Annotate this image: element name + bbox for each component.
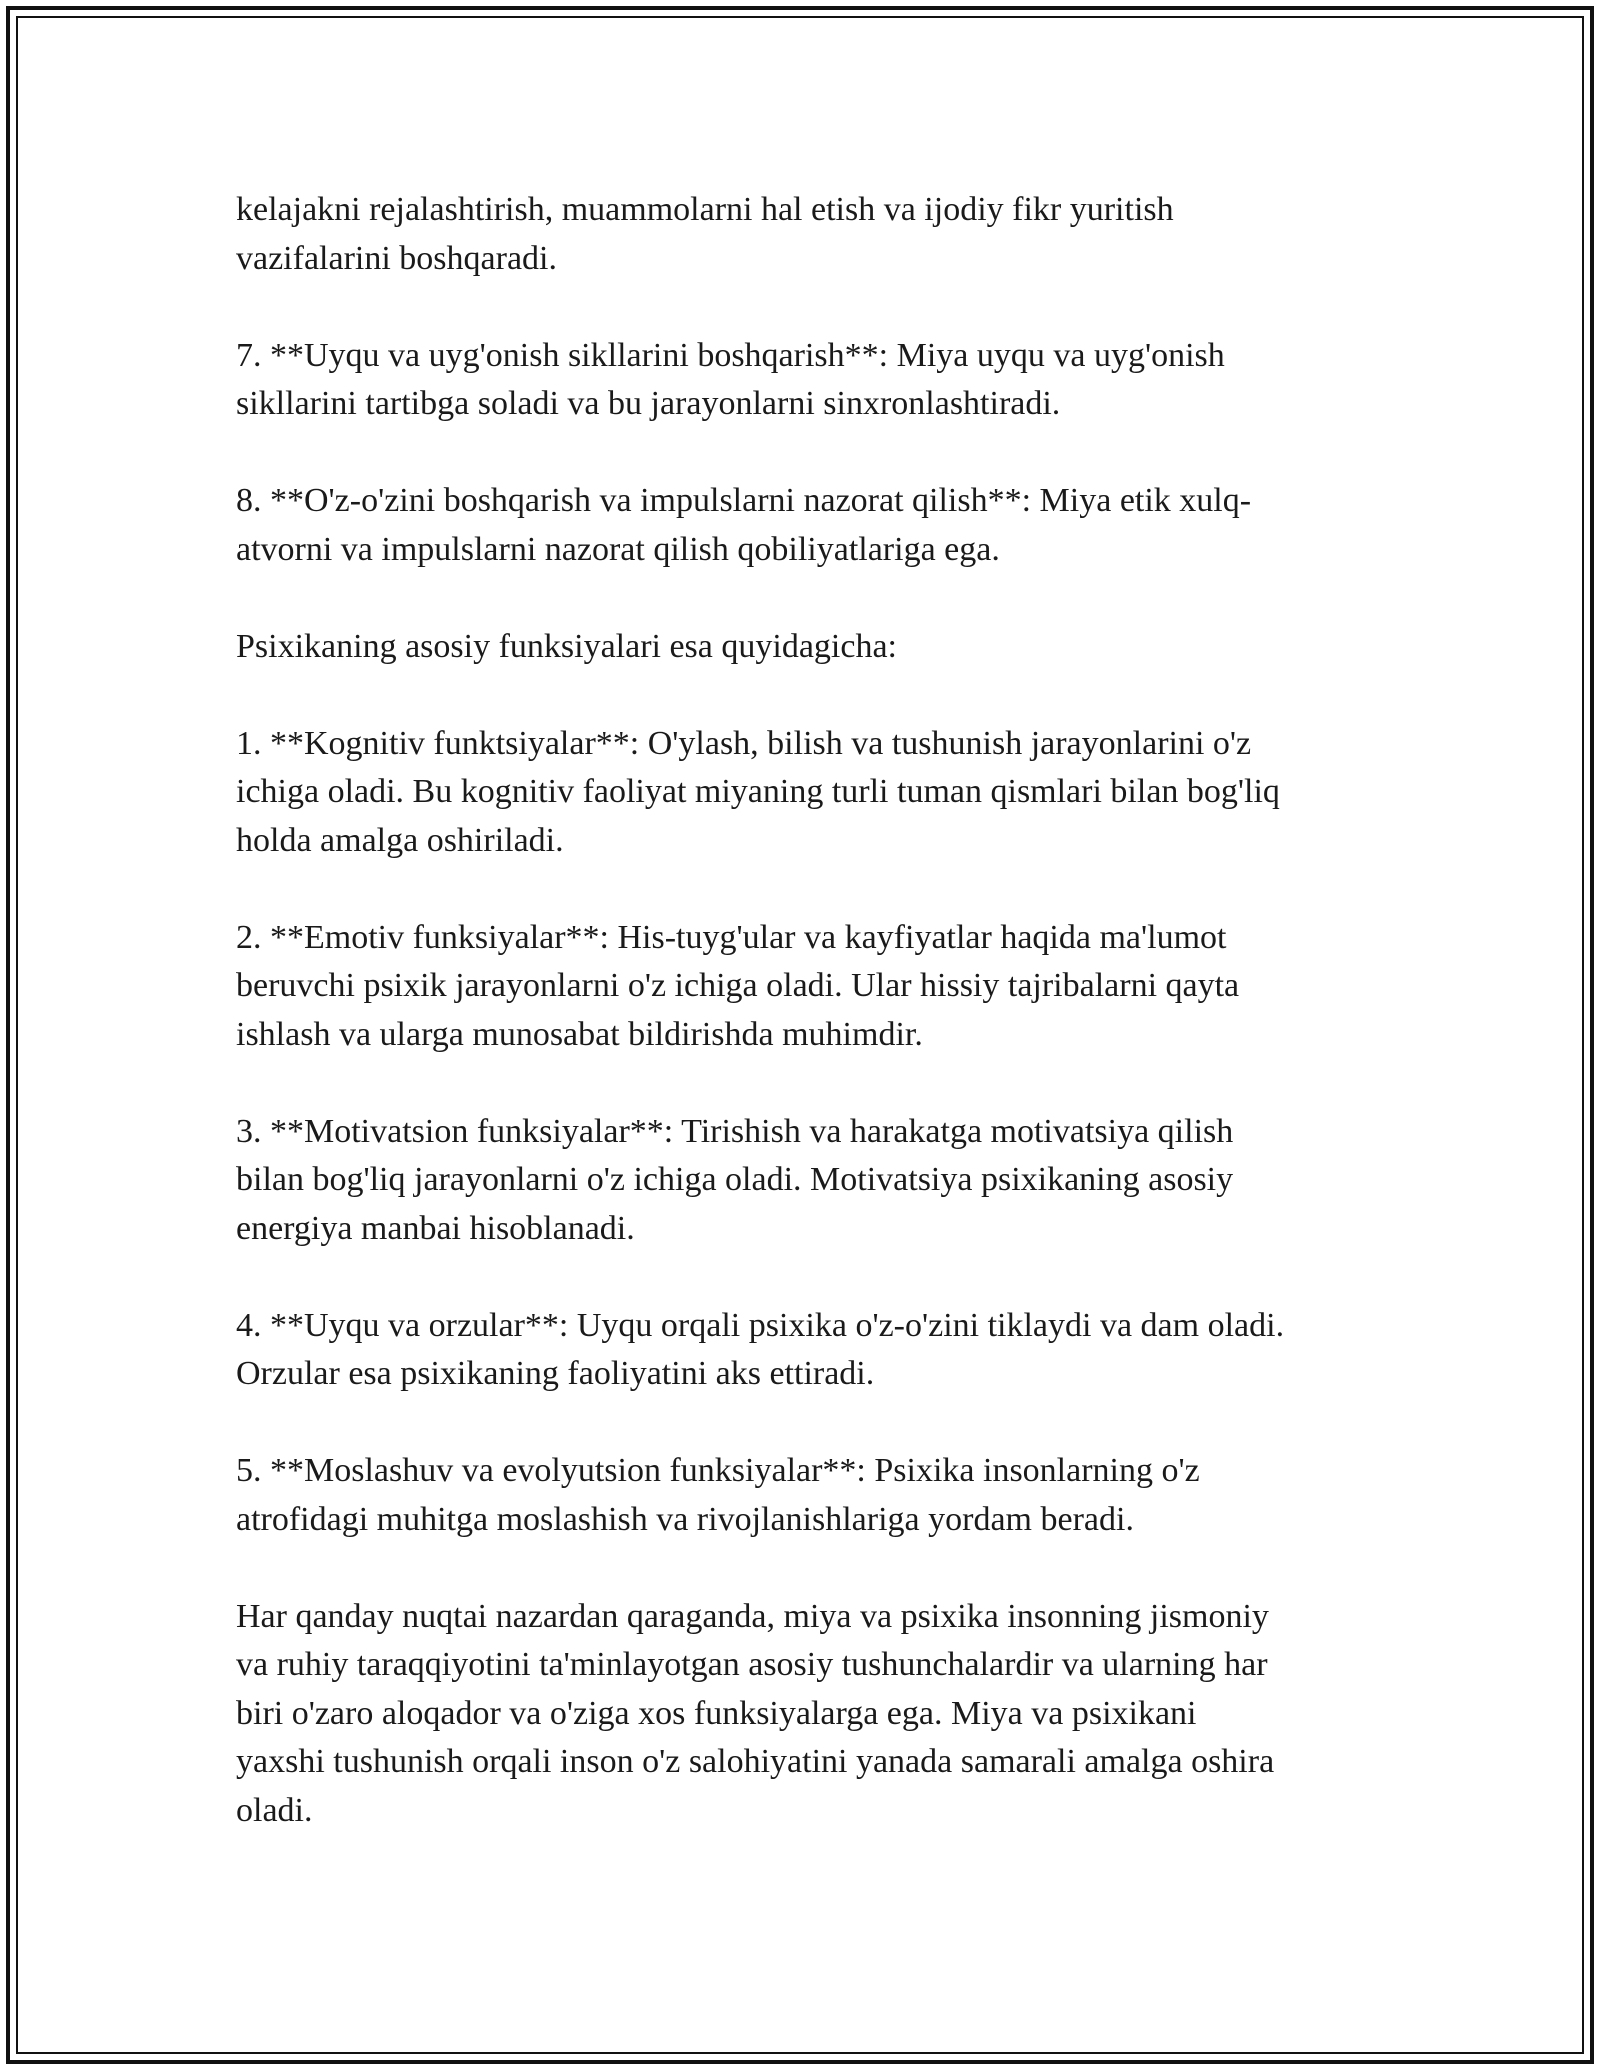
paragraph-motivational: 3. **Motivatsion funksiyalar**: Tirishish va harakatga motivatsiya qilish bilan bog'liq jarayonlarni o'z ichiga oladi. Motivatsiya psixikaning asosiy energiya manbai hisoblanadi.	[236, 1112, 1234, 1247]
paragraph-self-control: 8. **O'z-o'zini boshqarish va impulslarni nazorat qilish**: Miya etik xulq- atvorni va impulslarni nazorat qilish qobiliyatlariga ega.	[236, 482, 1252, 568]
paragraph-cognitive: 1. **Kognitiv funktsiyalar**: O'ylash, bilish va tushunish jarayonlarini o'z ichiga oladi. Bu kognitiv faoliyat miyaning turli tuman qismlari bilan bog'liq holda amalga oshiriladi.	[236, 724, 1280, 859]
paragraph-adaptation: 5. **Moslashuv va evolyutsion funksiyalar**: Psixika insonlarning o'z atrofidagi muhitga moslashish va rivojlanishlariga yordam beradi.	[236, 1452, 1200, 1538]
paragraph-emotive: 2. **Emotiv funksiyalar**: His-tuyg'ular va kayfiyatlar haqida ma'lumot beruvchi psixik jarayonlarni o'z ichiga oladi. Ular hissiy tajribalarni qayta ishlash va ularga munosabat bildirishda muhimdir.	[236, 918, 1240, 1053]
document-body	[236, 186, 1376, 1835]
paragraph-psyche-intro: Psixikaning asosiy funksiyalari esa quyidagicha:	[236, 627, 897, 665]
paragraph-conclusion: Har qanday nuqtai nazardan qaraganda, miya va psixika insonning jismoniy va ruhiy taraqqiyotini ta'minlayotgan asosiy tushunchalardir va ularning har biri o'zaro aloqador va o'ziga xos funksiyalarga ega. Miya va psixikani yaxshi tushunish orqali inson o'z salohiyatini yanada samarali amalga oshira oladi.	[236, 1597, 1275, 1829]
paragraph-sleep-cycle: 7. **Uyqu va uyg'onish sikllarini boshqarish**: Miya uyqu va uyg'onish sikllarini tartibga soladi va bu jarayonlarni sinxronlashtiradi.	[236, 336, 1225, 422]
paragraph-sleep-dreams: 4. **Uyqu va orzular**: Uyqu orqali psixika o'z-o'zini tiklaydi va dam oladi. Orzular esa psixikaning faoliyatini aks ettiradi.	[236, 1306, 1285, 1392]
paragraph-planning-continuation: kelajakni rejalashtirish, muammolarni hal etish va ijodiy fikr yuritish vazifalarini boshqaradi.	[236, 191, 1174, 277]
